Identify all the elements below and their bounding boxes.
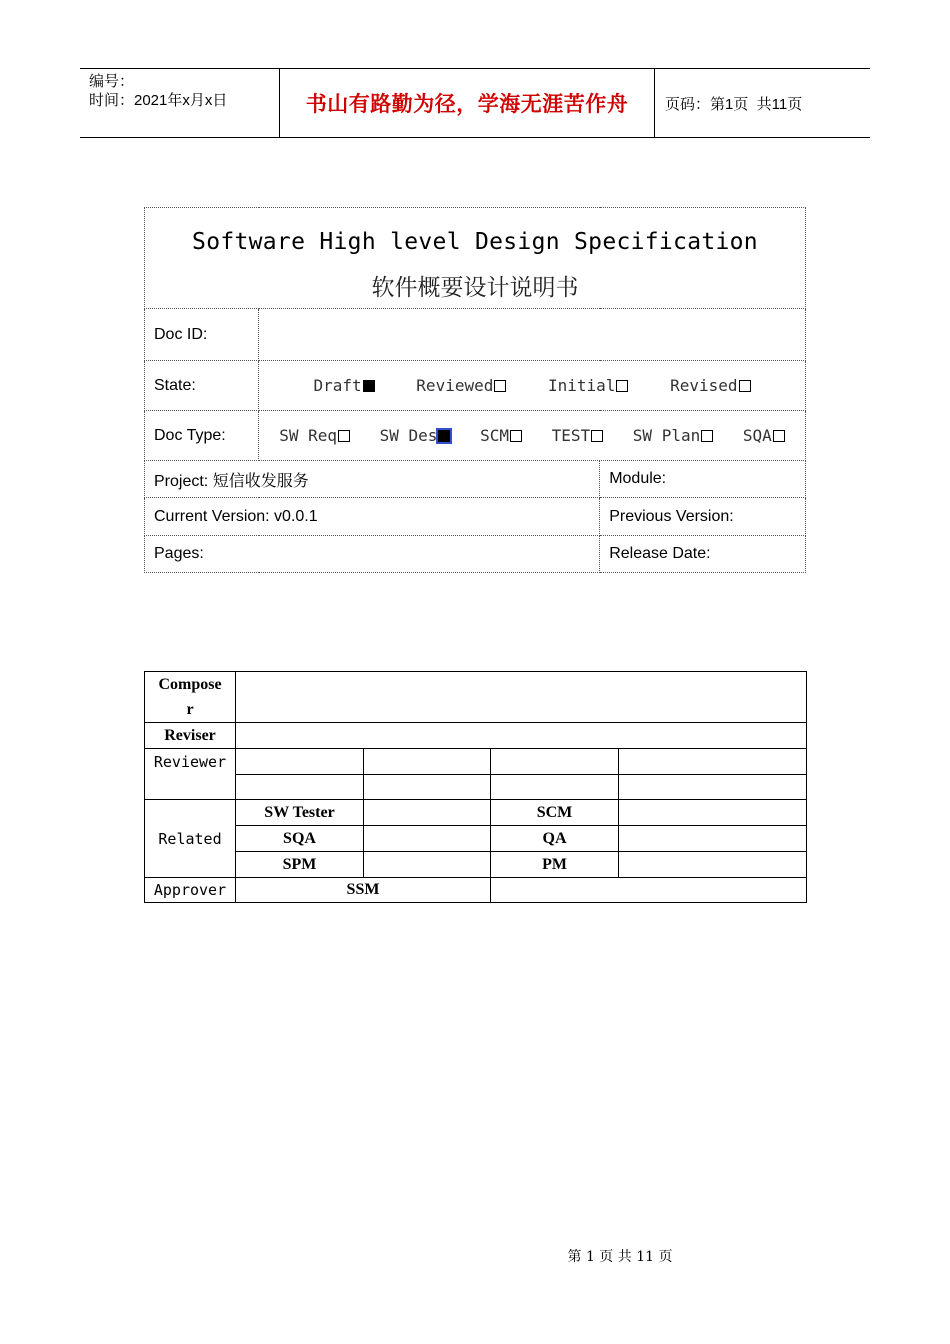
signoff-table	[144, 671, 807, 903]
state-option-draft[interactable]: Draft	[313, 376, 374, 395]
state-option-initial[interactable]: Initial	[548, 376, 628, 395]
page-header	[80, 68, 870, 138]
doc-type-option-test[interactable]: TEST	[552, 426, 604, 445]
spm-value[interactable]	[364, 852, 491, 878]
header-motto-cell	[280, 69, 655, 137]
header-page-info: 页码：第1页 共11页	[665, 95, 803, 113]
related-label: Related	[145, 800, 236, 878]
reviewer-cell[interactable]	[364, 775, 491, 800]
reviewer-cell[interactable]	[364, 749, 491, 775]
checkbox-icon[interactable]	[773, 430, 785, 442]
qa-value[interactable]	[619, 826, 807, 852]
qa-label: QA	[491, 826, 619, 852]
title-chinese: 软件概要设计说明书	[371, 274, 579, 301]
state-option-reviewed[interactable]: Reviewed	[416, 376, 506, 395]
sw-tester-label: SW Tester	[236, 800, 364, 826]
reviewer-cell[interactable]	[491, 775, 619, 800]
checkbox-icon[interactable]	[338, 430, 350, 442]
spm-label: SPM	[236, 852, 364, 878]
pm-value[interactable]	[619, 852, 807, 878]
scm-value[interactable]	[619, 800, 807, 826]
title-english: Software High level Design Specification	[192, 228, 758, 255]
state-options	[259, 361, 806, 411]
page-footer: 第 1 页 共 11 页	[567, 1249, 673, 1265]
doc-type-option-sw-des[interactable]: SW Des	[380, 426, 451, 445]
doc-type-option-scm[interactable]: SCM	[480, 426, 522, 445]
checkbox-icon[interactable]	[510, 430, 522, 442]
current-version-cell: Current Version: v0.0.1	[145, 498, 600, 536]
checkbox-checked-icon[interactable]	[438, 430, 450, 442]
sqa-value[interactable]	[364, 826, 491, 852]
reviewer-label: Reviewer	[145, 749, 236, 800]
reviewer-cell[interactable]	[619, 775, 807, 800]
doc-type-option-sqa[interactable]: SQA	[743, 426, 785, 445]
pages-cell: Pages:	[145, 536, 600, 573]
doc-id-label: Doc ID:	[145, 309, 259, 361]
composer-label: Compose r	[145, 672, 236, 723]
doc-type-option-sw-plan[interactable]: SW Plan	[633, 426, 713, 445]
reviser-label: Reviser	[145, 723, 236, 749]
reviewer-cell[interactable]	[491, 749, 619, 775]
project-cell: Project: 短信收发服务	[145, 461, 600, 498]
header-left	[80, 69, 280, 137]
number-label: 编号：	[89, 73, 135, 90]
ssm-value[interactable]	[491, 878, 807, 903]
approver-label: Approver	[145, 878, 236, 903]
composer-value[interactable]	[236, 672, 807, 723]
state-option-revised[interactable]: Revised	[670, 376, 750, 395]
doc-type-options	[259, 411, 806, 461]
state-label: State:	[145, 361, 259, 411]
time-label: 时间：2021年x月x日	[89, 92, 228, 109]
doc-type-option-sw-req[interactable]: SW Req	[279, 426, 350, 445]
sw-tester-value[interactable]	[364, 800, 491, 826]
previous-version-cell: Previous Version:	[600, 498, 806, 536]
title-cell	[145, 208, 806, 309]
scm-label: SCM	[491, 800, 619, 826]
doc-type-label: Doc Type:	[145, 411, 259, 461]
checkbox-icon[interactable]	[701, 430, 713, 442]
reviser-value[interactable]	[236, 723, 807, 749]
module-cell: Module:	[600, 461, 806, 498]
doc-id-value[interactable]	[259, 309, 806, 361]
reviewer-cell[interactable]	[236, 775, 364, 800]
checkbox-icon[interactable]	[494, 380, 506, 392]
checkbox-checked-icon[interactable]	[363, 380, 375, 392]
cover-table	[144, 207, 806, 573]
checkbox-icon[interactable]	[739, 380, 751, 392]
sqa-label: SQA	[236, 826, 364, 852]
reviewer-cell[interactable]	[236, 749, 364, 775]
checkbox-icon[interactable]	[591, 430, 603, 442]
checkbox-icon[interactable]	[616, 380, 628, 392]
pm-label: PM	[491, 852, 619, 878]
header-motto: 书山有路勤为径，学海无涯苦作舟	[305, 92, 629, 116]
release-date-cell: Release Date:	[600, 536, 806, 573]
ssm-label: SSM	[236, 878, 491, 903]
reviewer-cell[interactable]	[619, 749, 807, 775]
